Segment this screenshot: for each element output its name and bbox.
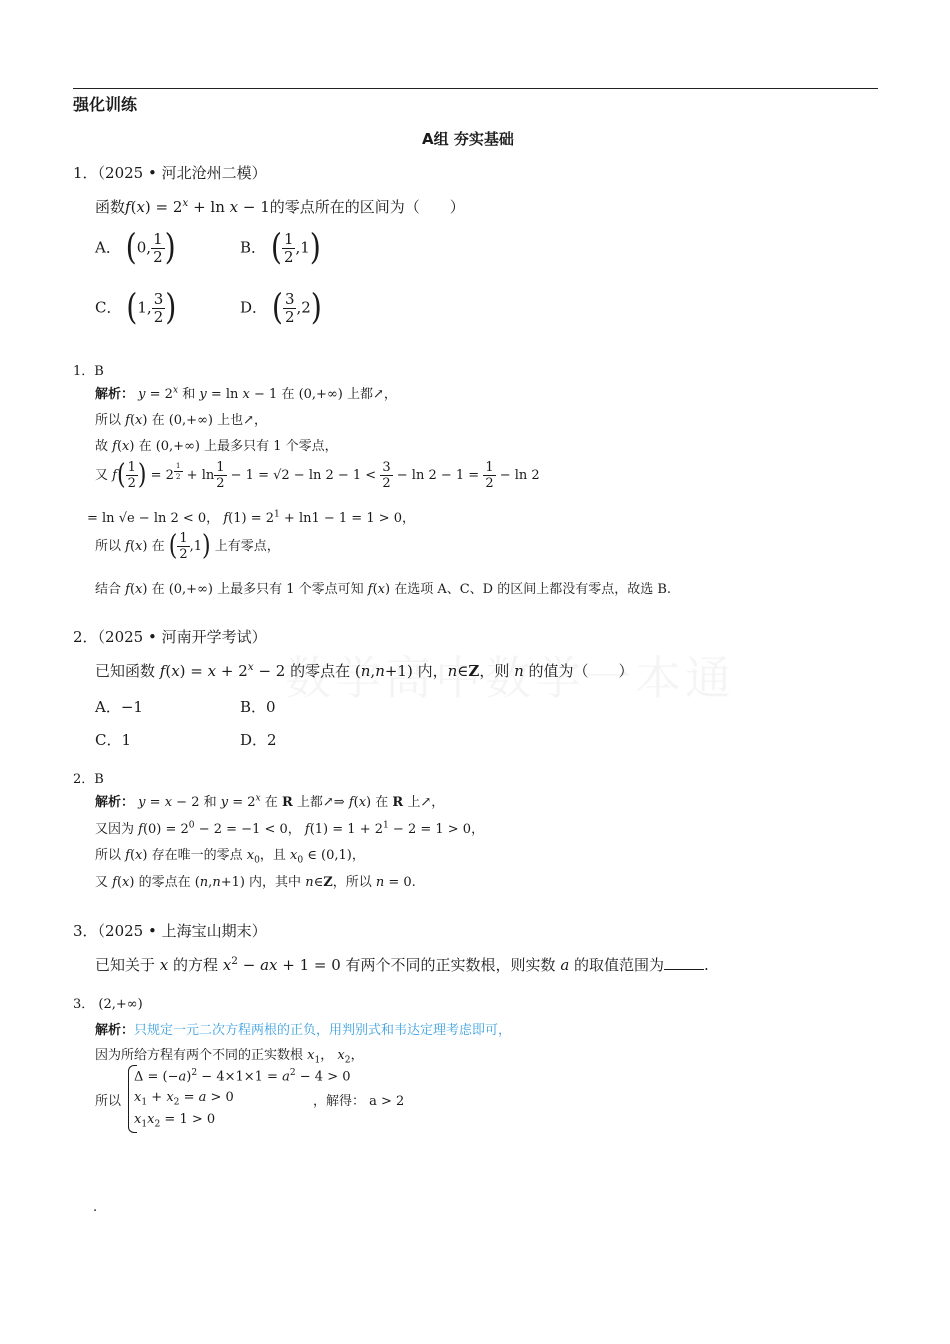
q2-option-c[interactable]: C．1 (95, 731, 132, 749)
q1-solution-line-5: = ln √e − ln 2 < 0， $f(1) = 2^1 + \ln 1 - 1 = 1 > 0$， (87, 509, 416, 526)
q2-solution-line-2: 又因为 $f(0) = 2^0 - 2 = -1 < 0$， $f(1) = 1 + 2^1 - 2 = 1 > 0$， (95, 820, 485, 837)
q1-answer: 1．B (73, 364, 104, 379)
q3-solution-line-1: 因为所给方程有两个不同的正实数根 $x_1$， $x_2$， (95, 1048, 364, 1066)
section-title: 强化训练 (73, 95, 138, 114)
q3-header: 3．（2025 • 上海宝山期末） (73, 922, 267, 940)
q1-solution-line-3: 故 f(x) 在 (0,+∞) 上最多只有 1 个零点， (95, 439, 338, 454)
q3-system-line-1: $\Delta = (-a)^2 - 4\times 1\times 1 = a^2 - 4 > 0$ (134, 1068, 351, 1085)
q2-answer: 2．B (73, 772, 104, 787)
answer-blank[interactable] (664, 968, 704, 970)
q1-option-c[interactable]: C． (1, $\frac{3}{2}$ ) (95, 286, 177, 329)
q2-option-a[interactable]: A．−1 (95, 698, 143, 716)
q1-solution-line-2: 所以 f(x) 在 (0,+∞) 上也↗， (95, 413, 268, 428)
footer-dot: . (93, 1200, 98, 1215)
q3-system-line-2: $x_1 + x_2 = a > 0$ (134, 1090, 234, 1108)
q1-stem: 函数$f(x) = 2^x + \ln x - 1$的零点所在的区间为（ ） (95, 197, 465, 216)
q3-system-line-3: $x_1x_2 = 1 > 0$ (134, 1112, 216, 1130)
q2-option-b[interactable]: B．0 (240, 698, 276, 716)
q1-solution-line-1: 解析： $y = 2^x$ 和 y = ln x − 1 在 (0,+∞) 上都↗， (95, 385, 397, 402)
q2-header: 2．（2025 • 河南开学考试） (73, 628, 267, 646)
q1-solution-line-6: 所以 f(x) 在 ( $\frac{1}{2}$ ,1) 上有零点， (95, 530, 280, 563)
q1-solution-line-7: 结合 f(x) 在 (0,+∞) 上最多只有 1 个零点可知 f(x) 在选项 A、C、D 的区间上都没有零点，故选 B. (95, 582, 672, 597)
q2-option-d[interactable]: D．2 (240, 731, 277, 749)
q3-so-label: 所以 (95, 1094, 122, 1109)
q2-solution-line-1: 解析： y = x − 2 和 $y = 2^x$ 在 R 上都↗⇒ f(x) 在 R 上↗， (95, 793, 445, 810)
q1-header: 1．（2025 • 河北沧州二模） (73, 164, 267, 182)
q3-answer: 3． (2,+∞) (73, 997, 143, 1012)
q1-option-b[interactable]: B． ( $\frac{1}{2}$ ,1) (240, 226, 321, 269)
q1-solution-line-4: 又 f( $\frac{1}{2}$ ) = 2 $^{\frac{1}{2}}$ + ln $\frac{1}{2}$ − 1 = √2 − ln 2 − 1 < $\frac{3}{2}$ − ln 2 − 1 = $\frac{1}{2}$ − ln 2 (95, 459, 540, 492)
q1-option-d[interactable]: D． ( $\frac{3}{2}$ ,2) (240, 286, 322, 329)
header-rule (73, 88, 878, 89)
q2-solution-line-3: 所以 f(x) 存在唯一的零点 $x_0$，且 $x_0$ ∈ (0,1)， (95, 848, 365, 866)
q3-stem: 已知关于 x 的方程 $x^2$ − ax + 1 = 0 有两个不同的正实数根，则实数 a 的取值范围为 . (95, 955, 709, 974)
q1-option-a[interactable]: A． (0, $\frac{1}{2}$ ) (95, 226, 176, 269)
group-title: A组 夯实基础 (422, 130, 514, 148)
q3-solution-hint: 解析：只规定一元二次方程两根的正负，用判别式和韦达定理考虑即可， (95, 1023, 512, 1038)
q2-solution-line-4: 又 f(x) 的零点在 (n,n+1) 内，其中 n∈Z，所以 n = 0. (95, 875, 416, 890)
q3-result: ，解得： a > 2 (313, 1094, 405, 1109)
q2-stem: 已知函数 $f(x) = x + 2^x - 2$ 的零点在 (n,n+1) 内，n∈Z，则 n 的值为（ ） (95, 661, 634, 680)
